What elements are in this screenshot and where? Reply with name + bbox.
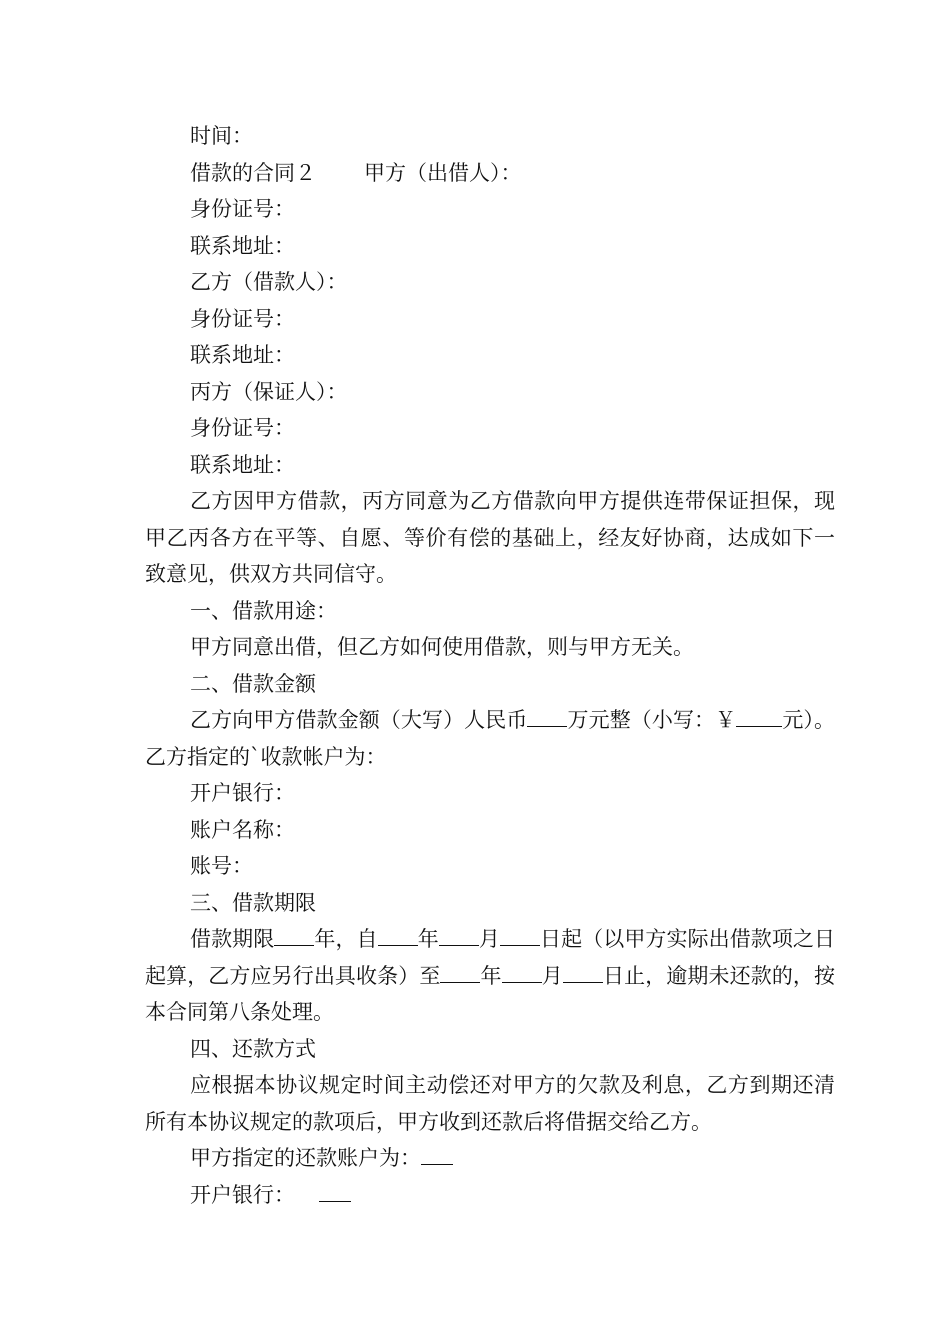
party-c-address-label: 联系地址： bbox=[190, 452, 295, 477]
repayment-bank-label: 开户银行： bbox=[190, 1182, 295, 1207]
term-paragraph bbox=[145, 921, 835, 1031]
party-a-address-label: 联系地址： bbox=[190, 233, 295, 258]
party-a-label: 甲方（出借人）： bbox=[364, 160, 522, 185]
contract-title-line bbox=[145, 155, 835, 192]
amount-text-b: 万元整（小写：￥ bbox=[567, 708, 737, 732]
amount-text-a: 乙方向甲方借款金额（大写）人民币 bbox=[190, 708, 528, 732]
section-4-title: 四、还款方式 bbox=[190, 1036, 316, 1061]
party-b-address-line bbox=[145, 337, 835, 374]
party-b-id-label: 身份证号： bbox=[190, 306, 295, 331]
section-heading-1 bbox=[145, 593, 835, 630]
section-3-title: 三、借款期限 bbox=[190, 890, 316, 915]
term-text-h: 日止，逾期未还款的，按本合同第八条处理。 bbox=[145, 963, 836, 1024]
repayment-account-line bbox=[145, 1140, 835, 1177]
term-text-d: 月 bbox=[478, 927, 500, 951]
amount-text-c: 元）。乙方指定的`收款帐户为： bbox=[145, 708, 836, 769]
repayment-bank-blank[interactable] bbox=[319, 1183, 351, 1202]
section-1-title: 一、借款用途： bbox=[190, 598, 337, 623]
term-text-a: 借款期限 bbox=[190, 927, 275, 951]
contract-title: 借款的合同２ bbox=[190, 160, 316, 185]
preamble-paragraph: 乙方因甲方借款，丙方同意为乙方借款向甲方提供连带保证担保，现甲乙丙各方在平等、自愿、等价有偿的基础上，经友好协商，达成如下一致意见，供双方共同信守。 bbox=[145, 489, 835, 586]
term-text-c: 年 bbox=[417, 927, 439, 951]
term-text-e: 日起（以甲方实际出借款项之日起算，乙方应另行出具收条）至 bbox=[145, 927, 836, 988]
party-a-address-line bbox=[145, 228, 835, 265]
party-a-id-line bbox=[145, 191, 835, 228]
party-c-line bbox=[145, 374, 835, 411]
term-years-blank[interactable] bbox=[274, 927, 314, 946]
party-c-id-label: 身份证号： bbox=[190, 416, 295, 440]
account-number-label: 账号： bbox=[190, 854, 253, 878]
amount-number-blank-1[interactable] bbox=[736, 708, 768, 727]
end-year-blank[interactable] bbox=[440, 964, 480, 983]
amount-capital-blank[interactable] bbox=[527, 708, 567, 727]
section-2-title: 二、借款金额 bbox=[190, 671, 316, 696]
repayment-bank-line bbox=[145, 1177, 835, 1214]
term-text-g: 月 bbox=[541, 963, 563, 988]
party-c-address-line bbox=[145, 447, 835, 484]
amount-paragraph bbox=[145, 702, 835, 775]
repayment-paragraph: 应根据本协议规定时间主动偿还对甲方的欠款及利息，乙方到期还清所有本协议规定的款项后，甲方收到还款后将借据交给乙方。 bbox=[145, 1073, 835, 1134]
section-heading-2 bbox=[145, 666, 835, 703]
party-c-label: 丙方（保证人）： bbox=[190, 379, 348, 404]
repayment-account-blank[interactable] bbox=[421, 1146, 453, 1165]
party-b-id-line bbox=[145, 301, 835, 338]
receiving-bank-line bbox=[145, 775, 835, 812]
start-year-blank[interactable] bbox=[378, 927, 418, 946]
party-c-id-line bbox=[145, 410, 835, 447]
amount-number-blank-2[interactable] bbox=[768, 708, 782, 727]
time-line bbox=[145, 118, 835, 155]
purpose-paragraph bbox=[145, 629, 835, 666]
start-month-blank[interactable] bbox=[439, 927, 479, 946]
end-month-blank[interactable] bbox=[502, 964, 542, 983]
party-a-id-label: 身份证号： bbox=[190, 197, 295, 221]
document-body bbox=[145, 118, 835, 1213]
term-text-f: 年 bbox=[480, 963, 502, 988]
account-name-line bbox=[145, 812, 835, 849]
account-number-line bbox=[145, 848, 835, 885]
repayment-account-label: 甲方指定的还款账户为： bbox=[190, 1146, 421, 1170]
party-b-label: 乙方（借款人）： bbox=[190, 270, 348, 294]
term-text-b: 年，自 bbox=[314, 927, 378, 951]
party-b-line bbox=[145, 264, 835, 301]
account-name-label: 账户名称： bbox=[190, 817, 295, 842]
section-heading-3 bbox=[145, 885, 835, 922]
time-label: 时间： bbox=[190, 124, 253, 148]
start-day-blank[interactable] bbox=[500, 927, 540, 946]
end-day-blank[interactable] bbox=[563, 964, 603, 983]
receiving-bank-label: 开户银行： bbox=[190, 781, 295, 805]
purpose-text: 甲方同意出借，但乙方如何使用借款，则与甲方无关。 bbox=[190, 635, 694, 659]
party-b-address-label: 联系地址： bbox=[190, 343, 295, 367]
section-heading-4 bbox=[145, 1031, 835, 1068]
